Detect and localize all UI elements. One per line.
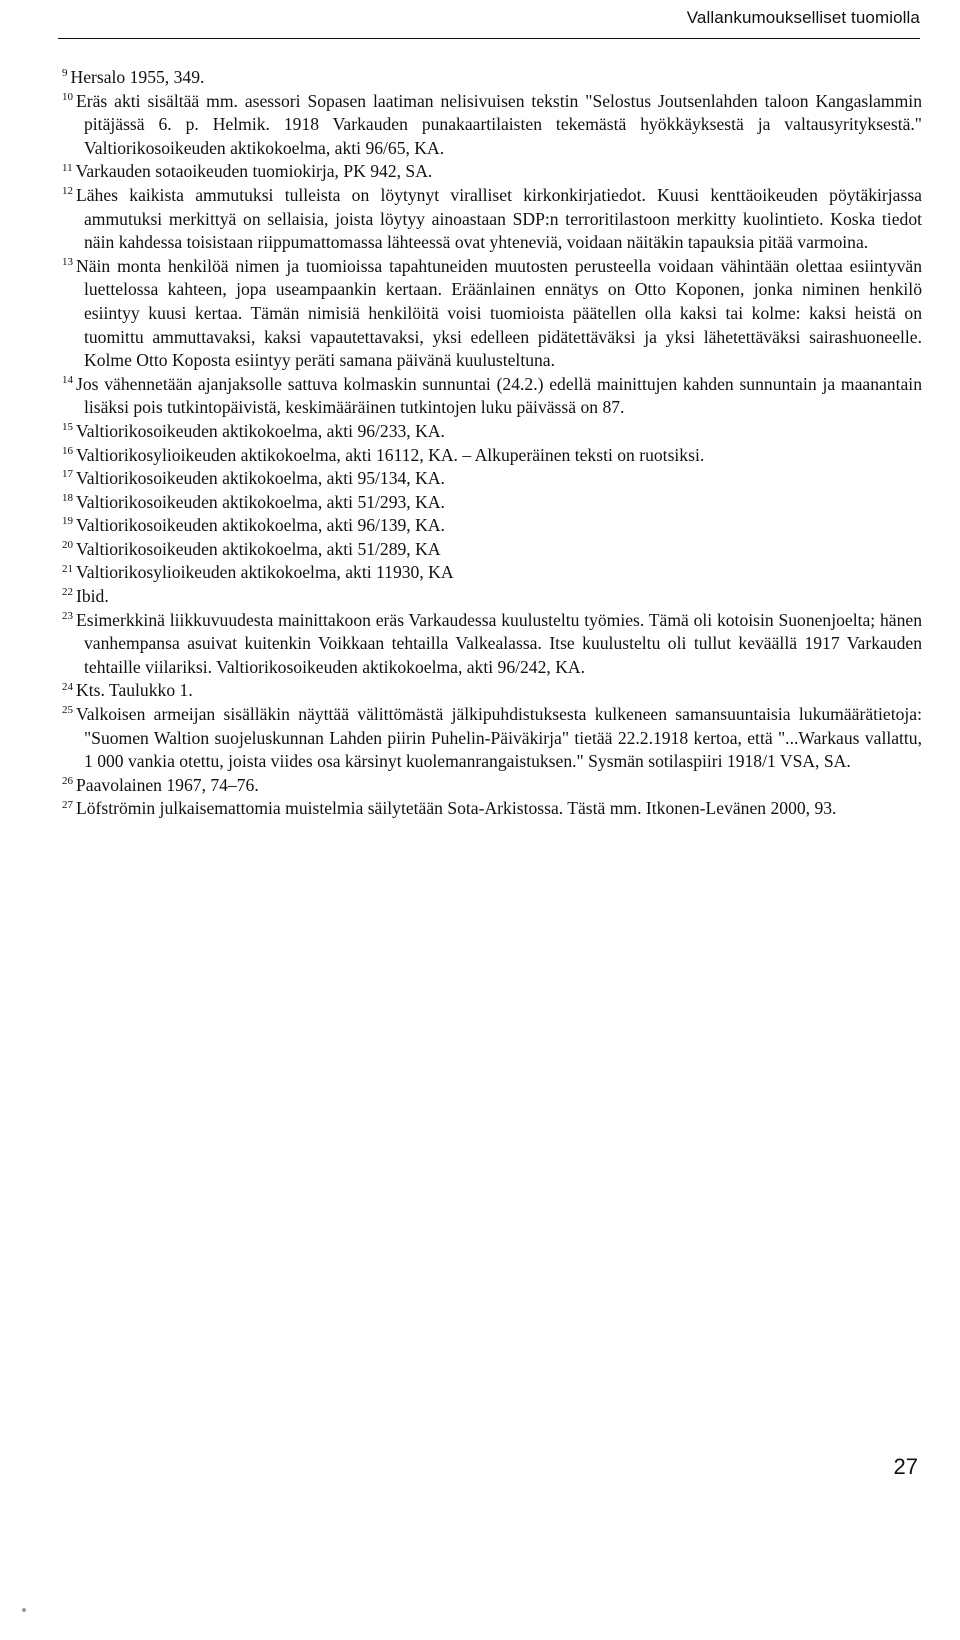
footnote-item — [62, 538, 922, 562]
footnote-number: 19 — [62, 515, 73, 528]
running-header: Vallankumoukselliset tuomiolla — [686, 8, 920, 27]
footnote-item — [62, 703, 922, 774]
footnote-text: Esimerkkinä liikkuvuudesta mainittakoon eräs Varkaudessa kuulusteltu työmies. Tämä oli kotoisin Suonenjoelta; hänen vanhempansa asuivat kuitenkin Voikkaan tehtailla Valkealassa. Itse kuulusteltu oli tullut keväällä 1917 Varkauden tehtaille viilariksi. Valtiorikosoikeuden aktikokoelma, akti 96/242, KA. — [76, 609, 922, 677]
footnote-number: 16 — [62, 444, 73, 457]
scan-dot — [22, 1608, 26, 1612]
footnote-item — [62, 90, 922, 161]
footnote-text: Valtiorikosylioikeuden aktikokoelma, akti 16112, KA. – Alkuperäinen teksti on ruotsiksi. — [76, 444, 705, 465]
footnote-item — [62, 609, 922, 680]
footnote-item — [62, 373, 922, 420]
footnote-number: 13 — [62, 255, 73, 268]
footnote-item — [62, 491, 922, 515]
footnote-number: 10 — [62, 90, 73, 103]
footnote-item — [62, 514, 922, 538]
footnote-number: 14 — [62, 373, 73, 386]
footnote-number: 21 — [62, 562, 73, 575]
footnote-number: 22 — [62, 586, 73, 599]
footnote-item — [62, 467, 922, 491]
footnote-number: 11 — [62, 161, 73, 174]
footnote-number: 18 — [62, 491, 73, 504]
footnote-item — [62, 160, 922, 184]
footnote-text: Valtiorikosylioikeuden aktikokoelma, akti 11930, KA — [76, 562, 454, 583]
footnote-text: Kts. Taulukko 1. — [76, 680, 193, 701]
footnote-item — [62, 420, 922, 444]
footnote-number: 9 — [62, 67, 68, 80]
footnote-item — [62, 255, 922, 373]
footnote-number: 26 — [62, 774, 73, 787]
footnote-text: Varkauden sotaoikeuden tuomiokirja, PK 942, SA. — [75, 161, 433, 182]
footnote-text: Löfströmin julkaisemattomia muistelmia säilytetään Sota-Arkistossa. Tästä mm. Itkonen-Levänen 2000, 93. — [76, 798, 837, 819]
footnote-number: 27 — [62, 798, 73, 811]
footnote-text: Valtiorikosoikeuden aktikokoelma, akti 51/293, KA. — [76, 491, 445, 512]
footnote-text: Valtiorikosoikeuden aktikokoelma, akti 95/134, KA. — [76, 468, 445, 489]
footnote-text: Valtiorikosoikeuden aktikokoelma, akti 96/233, KA. — [76, 420, 445, 441]
footnote-number: 20 — [62, 539, 73, 552]
footnote-text: Lähes kaikista ammutuksi tulleista on löytynyt viralliset kirkonkirjatiedot. Kuusi kenttäoikeuden pöytäkirjassa ammutuksi merkittyä on sellaisia, joista löytyy ainoastaan SDP:n terroritilastoon merkitty kuolintieto. Koska tiedot näin kahdessa toisistaan riippumattomassa lähteessä ovat yhteneviä, voidaan näitäkin tapauksia pitää varmoina. — [76, 184, 922, 253]
footnote-text: Jos vähennetään ajanjaksolle sattuva kolmaskin sunnuntai (24.2.) edellä mainittujen kahden sunnuntain ja maanantain lisäksi pois tutkintopäivistä, keskimääräinen tutkintojen luku päivässä on 87. — [76, 373, 922, 418]
footnote-number: 24 — [62, 680, 73, 693]
footnote-number: 12 — [62, 185, 73, 198]
page-number: 27 — [893, 1454, 918, 1479]
footnote-item — [62, 184, 922, 255]
footnote-number: 23 — [62, 609, 73, 622]
footnote-item — [62, 797, 922, 821]
footnote-text: Hersalo 1955, 349. — [70, 67, 205, 87]
footnote-text: Valtiorikosoikeuden aktikokoelma, akti 96/139, KA. — [76, 515, 445, 536]
footnote-text: Näin monta henkilöä nimen ja tuomioissa tapahtuneiden muutosten perusteella voidaan vähintään olettaa esiintyvän luettelossa kahteen, jopa useampaankin kertaan. Eräänlainen ennätys on Otto Koponen, jonka niminen henkilö esiintyy kuusi kertaa. Tämän nimisiä henkilöitä voisi tuomioista päätellen olla kaksi tai kolme: kaksi heistä on tuomittu ammuttavaksi, kaksi vapautettavaksi, yksi edelleen pidätettäväksi ja yksi lähetettäväksi sairashuoneelle. Kolme Otto Koposta esiintyy peräti samana päivänä kuulusteltuna. — [76, 255, 922, 371]
footnote-number: 25 — [62, 704, 73, 717]
footnote-item — [62, 679, 922, 703]
header-rule — [58, 38, 920, 39]
footnotes-list — [62, 66, 922, 821]
footnote-item — [62, 66, 922, 90]
footnote-item — [62, 561, 922, 585]
footnote-item — [62, 774, 922, 798]
footnote-text: Paavolainen 1967, 74–76. — [76, 774, 259, 795]
footnote-number: 17 — [62, 468, 73, 481]
footnote-number: 15 — [62, 421, 73, 434]
footnote-text: Valtiorikosoikeuden aktikokoelma, akti 51/289, KA — [76, 538, 441, 559]
footnote-text: Ibid. — [76, 586, 109, 607]
footnote-item — [62, 585, 922, 609]
footnote-item — [62, 444, 922, 468]
footnote-text: Eräs akti sisältää mm. asessori Sopasen laatiman nelisivuisen tekstin "Selostus Joutsenlahden taloon Kangaslammin pitäjässä 6. p. Helmik. 1918 Varkauden punakaartilaisten tekemästä hyökkäyksestä ja valtausyrityksestä." Valtiorikosoikeuden aktikokoelma, akti 96/65, KA. — [76, 90, 922, 158]
footnote-text: Valkoisen armeijan sisälläkin näyttää välittömästä jälkipuhdistuksesta kulkeneen samansuuntaisia lukumäärätietoja: "Suomen Waltion suojeluskunnan Lahden piirin Puhelin-Päiväkirja" tietää 22.2.1918 kertoa, että "...Warkaus vallattu, 1 000 vankia otettu, joista viides osa kärsinyt kuolemanrangaistuksen." Sysmän sotilaspiiri 1918/1 VSA, SA. — [76, 704, 922, 772]
